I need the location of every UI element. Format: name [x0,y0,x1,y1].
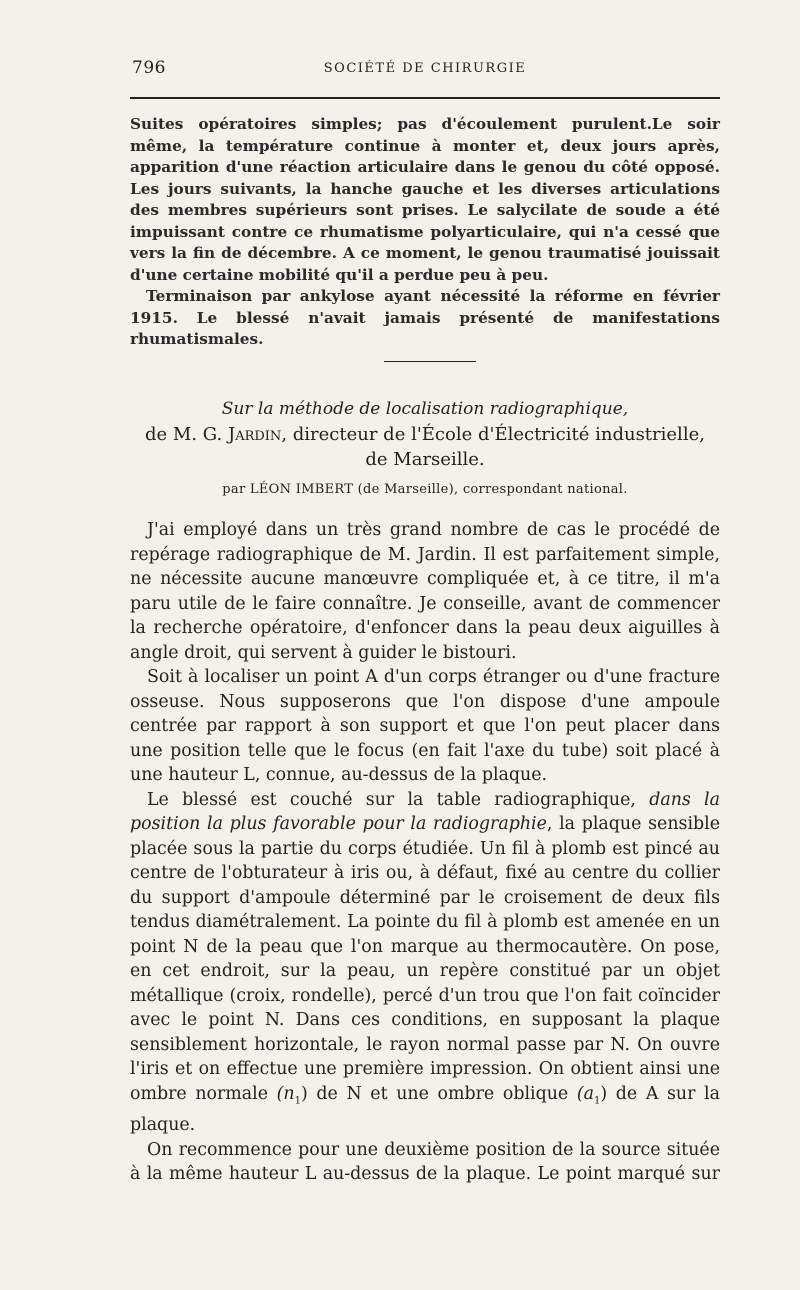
text-run: ) de N et une ombre oblique [301,1083,577,1104]
subscript: 1 [593,1094,601,1106]
page-header [130,58,720,88]
author-name: Jardin [227,424,282,445]
header-rule [130,97,720,99]
running-head: SOCIÉTÉ DE CHIRURGIE [323,61,527,76]
symbol: (a [576,1083,594,1104]
text-run: ) de A sur la plaque. [130,1083,720,1136]
title-text: , directeur de l'École d'Électricité industrielle, [281,424,705,445]
paragraph [130,788,720,1138]
paragraph: Soit à localiser un point A d'un corps étranger ou d'une fracture osseuse. Nous supposerons que l'on dispose d'une ampoule centrée par rapport à son support et que l'on peut placer dans une position telle que le focus (en fait l'axe du tube) soit placé à une hauteur L, connue, au-dessus de la plaque. [130,667,720,785]
article-title-author-line [130,422,720,447]
paragraph: Terminaison par ankylose ayant nécessité la réforme en février 1915. Le blessé n'avait jamais présenté de manifestations rhumatismales. [130,287,720,348]
previous-article-text [130,114,720,351]
subscript: 1 [294,1094,302,1106]
article-body [130,518,720,1187]
symbol: (n [276,1083,295,1104]
paragraph: J'ai employé dans un très grand nombre de cas le procédé de repérage radiographique de M. Jardin. Il est parfaitement simple, ne nécessite aucune manœuvre compliquée et, à ce titre, il m'a paru utile de le faire connaître. Je conseille, avant de commencer la recherche opératoire, d'enfoncer dans la peau deux aiguilles à angle droit, qui servent à guider le bistouri. [130,520,720,663]
text-run: Le blessé est couché sur la table radiographique, [147,789,650,810]
article-title: Sur la méthode de localisation radiographique, [221,399,629,419]
text-run: , la plaque sensible placée sous la partie du corps étudiée. Un fil à plomb est pincé au centre de l'obturateur à iris ou, à défaut, fixé au centre du collier du support d'ampoule déterminé par le croisement de deux fils tendus diamétralement. La pointe du fil à plomb est amenée en un point N de la peau que l'on marque au thermocautère. On pose, en cet endroit, sur la peau, un repère constitué par un objet métallique (croix, rondelle), percé d'un trou que l'on fait coïncider avec le point N. Dans ces conditions, en supposant la plaque sensiblement horizontale, le rayon normal passe par N. On ouvre l'iris et on effectue une première impression. On obtient ainsi une ombre normale [130,814,721,1104]
section-separator [384,361,476,362]
page-number: 796 [132,58,166,78]
paragraph: On recommence pour une deuxième position de la source située à la même hauteur L au-dessus de la plaque. Le point marqué sur [130,1139,720,1185]
italic-text: dans la position la plus favorable pour la radiographie [130,789,720,834]
article-title-block [130,396,720,497]
title-text: de M. G. [145,424,228,445]
article-title-city: de Marseille. [365,449,485,470]
byline: par LÉON IMBERT (de Marseille), correspondant national. [222,482,628,497]
paragraph: Suites opératoires simples; pas d'écoulement purulent.Le soir même, la température continue à monter et, deux jours après, apparition d'une réaction articulaire dans le genou du côté opposé. Les jours suivants, la hanche gauche et les diverses articulations des membres supérieurs sont prises. Le salycilate de soude a été impuissant contre ce rhumatisme polyarticulaire, qui n'a cessé que vers la fin de décembre. A ce moment, le genou traumatisé jouissait d'une certaine mobilité qu'il a perdue peu à peu. [130,115,720,284]
